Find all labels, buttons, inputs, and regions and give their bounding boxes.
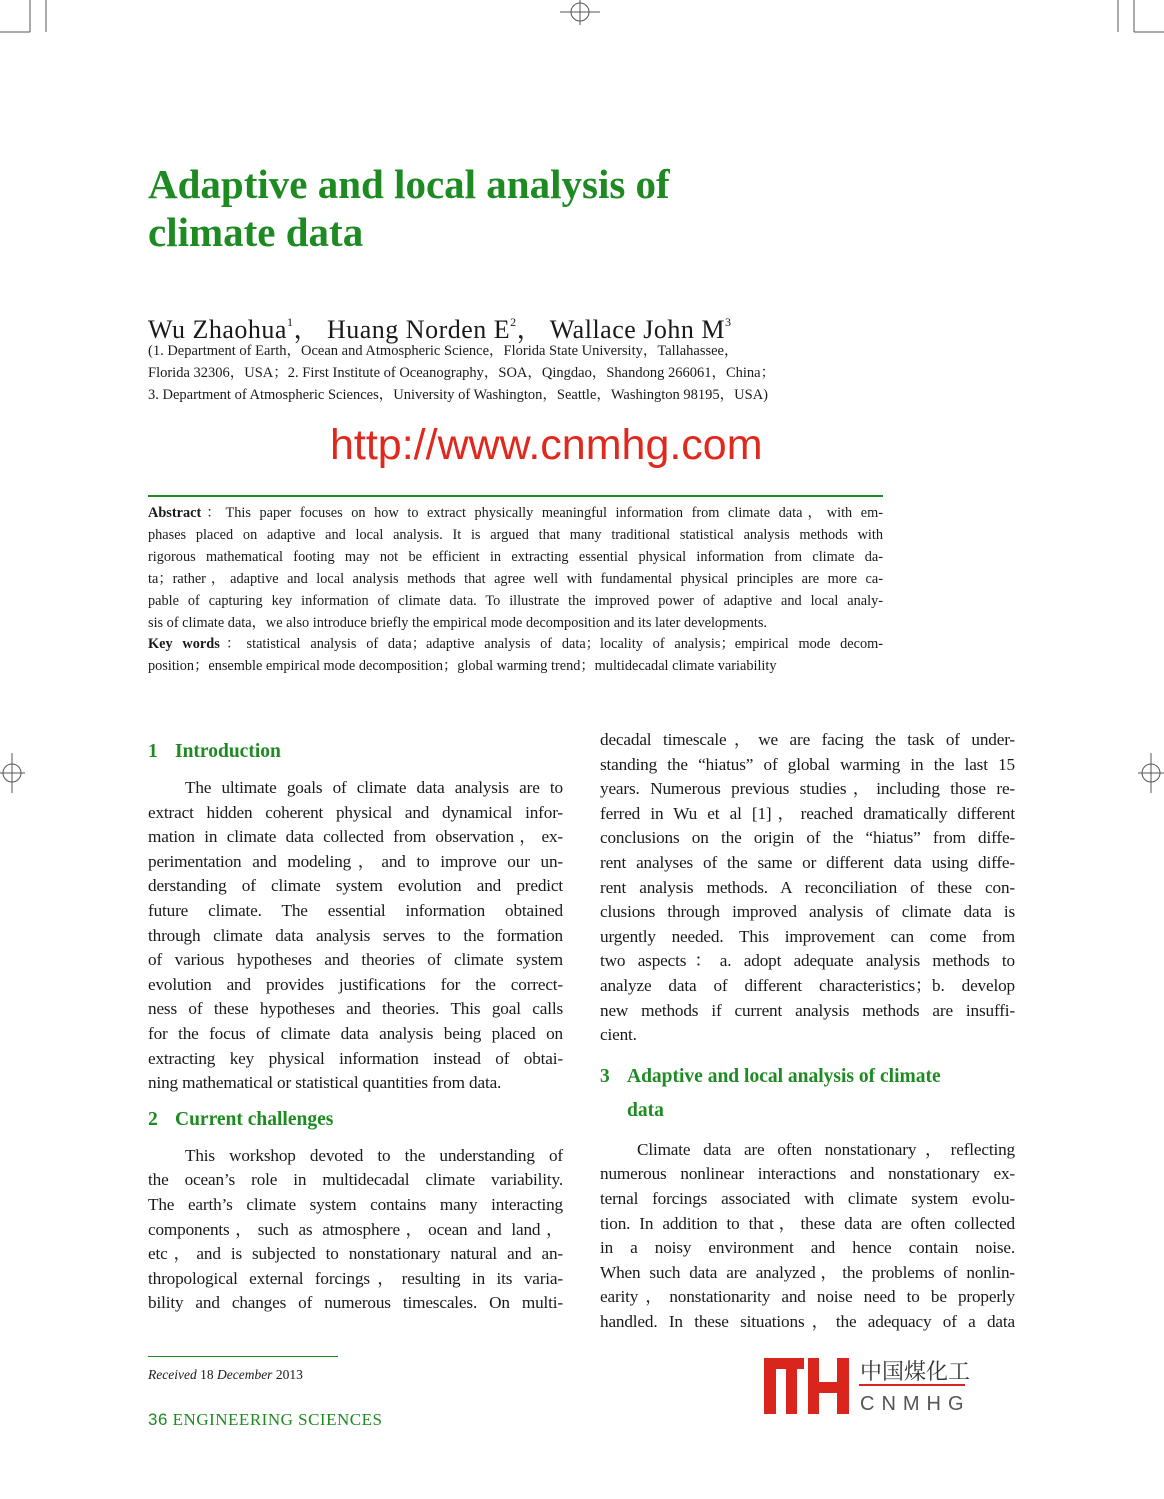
affiliation-line: (1. Department of Earth，Ocean and Atmospheric Science，Florida State University，Tallahassee，: [148, 343, 739, 359]
received-day: 18: [200, 1367, 214, 1382]
affiliation-line: Florida 32306，USA；2. First Institute of Oceanography，SOA，Qingdao，Shandong 266061，China；: [148, 365, 776, 381]
section-title: Introduction: [175, 741, 281, 762]
text-line: clusions through improved analysis of climate data is: [600, 902, 1015, 922]
abstract-line: rigorous mathematical footing may not be efficient in extracting essential physical information from climate da-: [148, 548, 883, 565]
author-name: Wu Zhaohua: [148, 315, 287, 344]
author-name: Wallace John M: [549, 315, 726, 344]
text-line: rent analyses of the same or different data using diffe-: [600, 852, 1015, 872]
text-line: the ocean’s role in multidecadal climate variability.: [148, 1170, 563, 1190]
text-line: in a noisy environment and hence contain noise.: [600, 1238, 1015, 1258]
text-line: through climate data analysis serves to the formation: [148, 925, 563, 945]
paragraph-challenges-cont: [600, 728, 1015, 1048]
text-line: for the focus of climate data analysis being placed on: [148, 1023, 563, 1043]
text-line: years. Numerous previous studies，including those re-: [600, 779, 1015, 799]
received-year: 2013: [275, 1367, 303, 1382]
abstract-line: sis of climate data，we also introduce briefly the empirical mode decomposition and its later developments.: [148, 614, 767, 631]
text-line: numerous nonlinear interactions and nonstationary ex-: [600, 1164, 1015, 1184]
text-line: Climate data are often nonstationary，reflecting: [637, 1139, 1015, 1159]
text-line: two aspects：a. adopt adequate analysis methods to: [600, 951, 1015, 971]
text-line: tion. In addition to that，these data are often collected: [600, 1213, 1015, 1233]
text-line: thropological external forcings，resulting in its varia-: [148, 1268, 563, 1288]
text-line: extracting key physical information instead of obtai-: [148, 1048, 563, 1068]
received-label: Received: [148, 1367, 197, 1382]
separator: ，: [293, 315, 320, 344]
text-line: mation in climate data collected from observation，ex-: [148, 827, 563, 847]
watermark-url: http://www.cnmhg.com: [330, 421, 763, 469]
section-heading-introduction: [148, 740, 563, 764]
keywords-text: ：statistical analysis of data；adaptive analysis of data；locality of analysis；empirical mode decom-: [219, 636, 883, 653]
text-line: perimentation and modeling，and to improve our un-: [148, 851, 563, 871]
text-line: future climate. The essential information obtained: [148, 900, 563, 920]
logo-chinese-text: 中国煤化工: [860, 1360, 971, 1385]
text-line: evolution and provides justifications for the correct-: [148, 974, 563, 994]
author-affil-index: 2: [510, 315, 517, 329]
text-line: etc，and is subjected to nonstationary natural and an-: [148, 1244, 563, 1264]
section-title: Current challenges: [175, 1108, 334, 1130]
author-affil-index: 3: [725, 315, 732, 329]
section-number: 3: [600, 1065, 610, 1087]
cnmhg-logo: [762, 1354, 972, 1418]
paper-title: [148, 160, 670, 256]
text-line: bility and changes of numerous timescales. On multi-: [148, 1293, 563, 1313]
section-number: 2: [148, 1108, 158, 1130]
abstract-line: phases placed on adaptive and local analysis. It is argued that many traditional statistical analysis methods with: [148, 526, 883, 543]
text-line: The earth’s climate system contains many interacting: [148, 1194, 563, 1214]
abstract-divider: [148, 495, 883, 497]
text-line: This workshop devoted to the understanding of: [185, 1145, 563, 1165]
text-line: ternal forcings associated with climate system evolu-: [600, 1188, 1015, 1208]
abstract-line: pable of capturing key information of climate data. To illustrate the improved power of adaptive and local analy-: [148, 592, 883, 609]
section-heading-current-challenges: [148, 1108, 563, 1132]
title-line: Adaptive and local analysis of: [148, 161, 670, 207]
text-line: rent analysis methods. A reconciliation of these con-: [600, 877, 1015, 897]
text-line: cient.: [600, 1025, 637, 1045]
text-line: extract hidden coherent physical and dynamical infor-: [148, 802, 563, 822]
footnote-divider: [148, 1356, 338, 1357]
text-line: of various hypotheses and theories of climate system: [148, 950, 563, 970]
affiliations: [148, 340, 775, 406]
author-affil-index: 1: [286, 315, 294, 329]
received-month: December: [216, 1367, 273, 1382]
section-heading-adaptive-local: [600, 1060, 1015, 1128]
text-line: derstanding of climate system evolution and predict: [148, 876, 563, 896]
text-line: The ultimate goals of climate data analysis are to: [185, 778, 563, 797]
received-date: [148, 1367, 303, 1383]
paragraph-adaptive: [600, 1138, 1015, 1335]
text-line: decadal timescale，we are facing the task of under-: [600, 730, 1015, 749]
section-title: Adaptive and local analysis of climate: [627, 1065, 941, 1087]
title-line: climate data: [148, 209, 364, 255]
text-line: ning mathematical or statistical quantities from data.: [148, 1073, 502, 1093]
text-line: components，such as atmosphere，ocean and land，: [148, 1219, 563, 1239]
abstract-text: ：This paper focuses on how to extract physically meaningful information from climate data，with em-: [201, 505, 883, 521]
paragraph-introduction: [148, 776, 563, 1096]
keywords-line: position；ensemble empirical mode decomposition；global warming trend；multidecadal climate variability: [148, 658, 777, 675]
text-line: ferred in Wu et al [1]，reached dramatically different: [600, 803, 1015, 823]
logo-latin-text: CNMHG: [860, 1393, 971, 1415]
journal-name: ENGINEERING SCIENCES: [172, 1410, 383, 1429]
text-line: new methods if current analysis methods are insuffi-: [600, 1000, 1015, 1020]
left-column: [148, 728, 563, 1316]
text-line: conclusions on the origin of the “hiatus” from diffe-: [600, 828, 1015, 848]
page-number: 36: [148, 1410, 168, 1429]
text-line: handled. In these situations，the adequacy of a data: [600, 1311, 1015, 1331]
abstract-line: ta；rather，adaptive and local analysis methods that agree well with fundamental physical principles are more ca-: [148, 570, 883, 587]
paragraph-challenges: [148, 1144, 563, 1316]
separator: ，: [516, 315, 544, 344]
text-line: urgently needed. This improvement can come from: [600, 926, 1015, 946]
text-line: earity，nonstationarity and noise need to be properly: [600, 1287, 1015, 1307]
affiliation-line: 3. Department of Atmospheric Sciences，University of Washington，Seattle，Washington 98195，USA): [148, 387, 768, 403]
abstract-line: [148, 503, 883, 525]
text-line: analyze data of different characteristics；b. develop: [600, 975, 1015, 995]
abstract-block: [148, 503, 883, 678]
text-line: When such data are analyzed，the problems of nonlin-: [600, 1262, 1015, 1282]
right-column: [600, 728, 1015, 1334]
abstract-label: Abstract: [148, 505, 202, 521]
page-footer: [148, 1410, 382, 1430]
section-number: 1: [148, 741, 158, 762]
author-name: Huang Norden E: [326, 315, 511, 344]
keywords-label: Key words: [148, 636, 220, 653]
text-line: standing the “hiatus” of global warming in the last 15: [600, 754, 1015, 774]
text-line: ness of these hypotheses and theories. This goal calls: [148, 999, 563, 1019]
keywords-line: [148, 634, 883, 656]
section-title: data: [627, 1099, 664, 1121]
